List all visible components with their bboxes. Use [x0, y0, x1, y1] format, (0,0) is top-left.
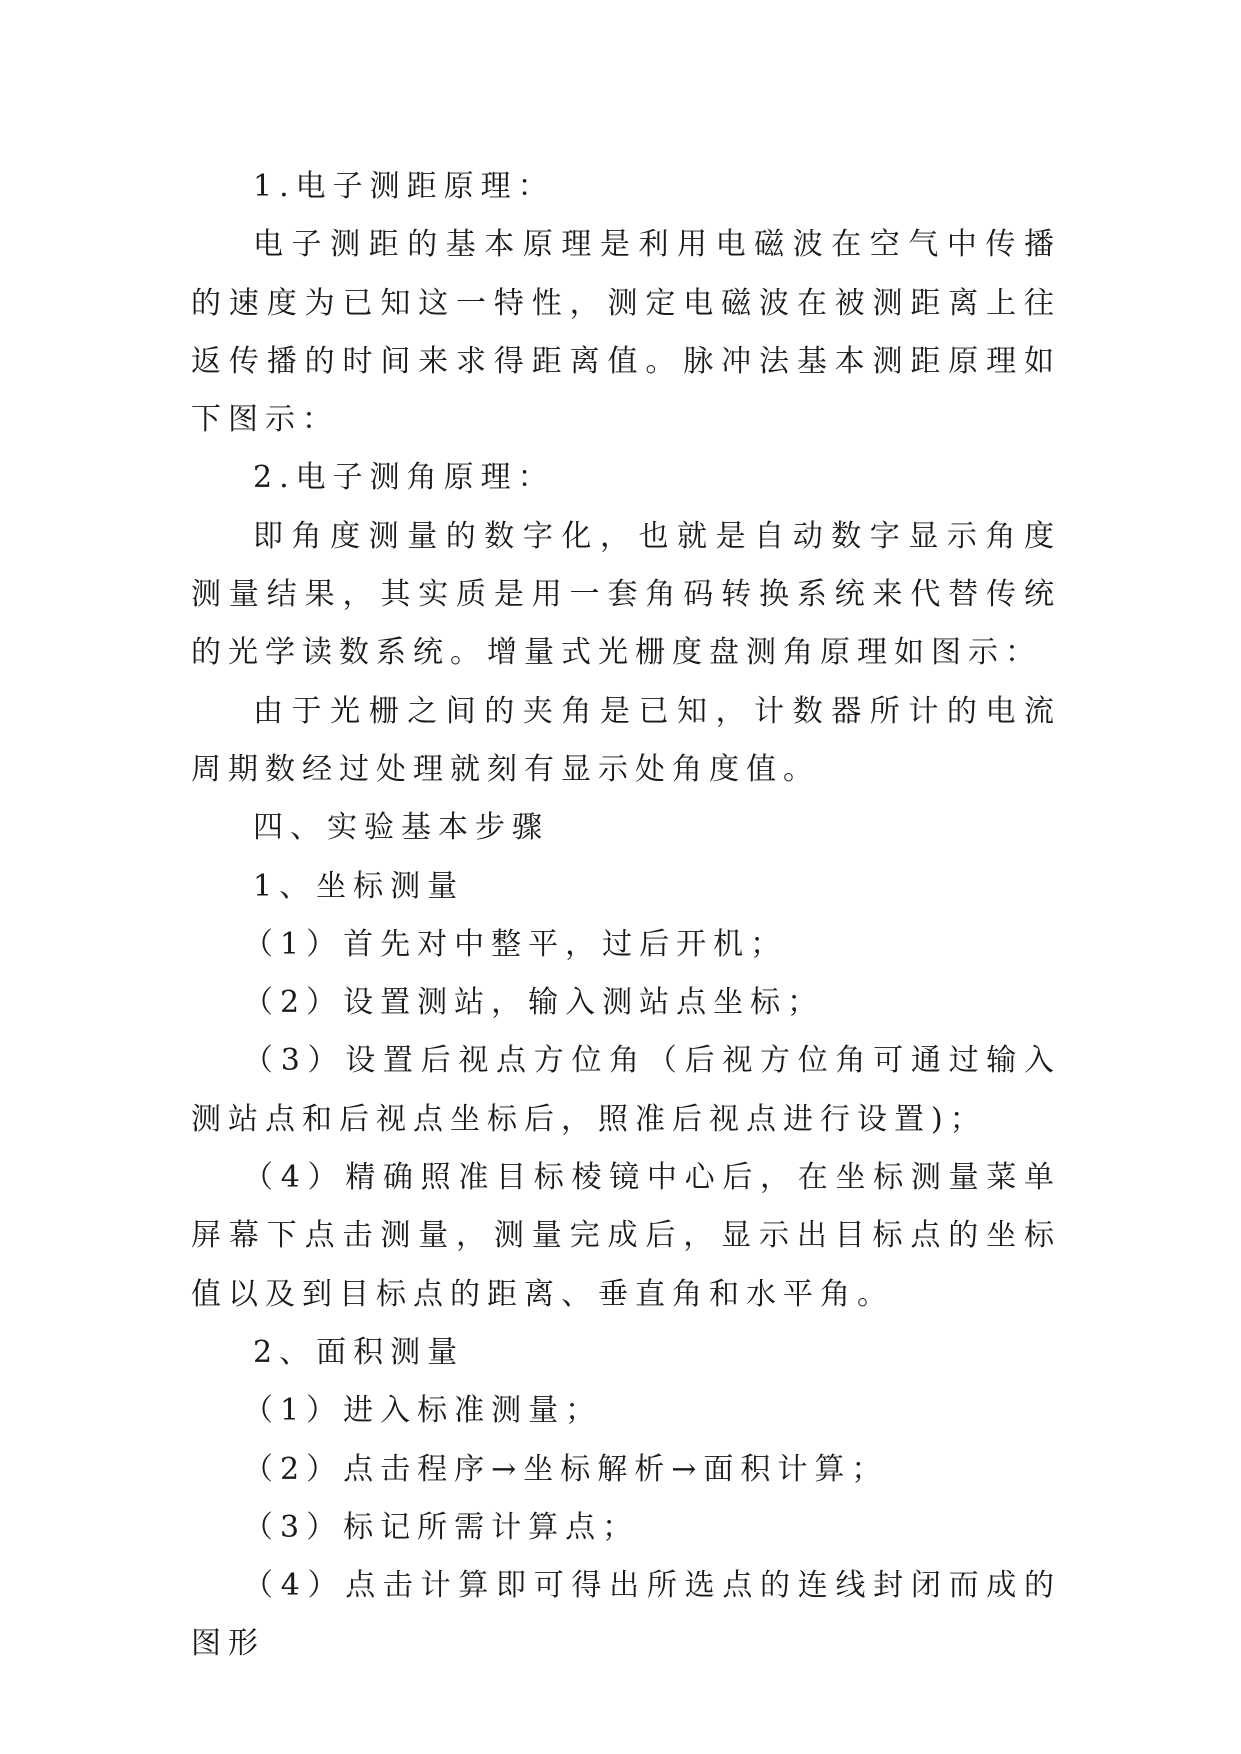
- coordinate-step-2: （2）设置测站，输入测站点坐标；: [243, 985, 825, 1021]
- subheading-coordinate-measurement: 1、坐标测量: [253, 868, 465, 904]
- section-heading-experiment-steps: 四、实验基本步骤: [253, 810, 549, 846]
- area-step-2: （2）点击程序→坐标解析→面积计算；: [243, 1451, 889, 1487]
- coordinate-step-3: （3）设置后视点方位角（后视方位角可通过输入测站点和后视点坐标后，照准后视点进行设置)；: [191, 1043, 1061, 1137]
- paragraph-distance-principle: 电子测距的基本原理是利用电磁波在空气中传播的速度为已知这一特性，测定电磁波在被测距离上往返传播的时间来求得距离值。脉冲法基本测距原理如下图示：: [191, 227, 1061, 438]
- heading-distance-principle: 1.电子测距原理：: [253, 169, 555, 204]
- document-body: [191, 158, 1061, 1674]
- coordinate-step-4: （4）精确照准目标棱镜中心后，在坐标测量菜单屏幕下点击测量，测量完成后，显示出目标点的坐标值以及到目标点的距离、垂直角和水平角。: [191, 1160, 1061, 1312]
- heading-angle-principle: 2.电子测角原理：: [253, 460, 555, 496]
- area-step-4: （4）点击计算即可得出所选点的连线封闭而成的图形: [191, 1568, 1061, 1662]
- area-step-1: （1）进入标准测量；: [243, 1393, 603, 1429]
- paragraph-angle-principle: 即角度测量的数字化，也就是自动数字显示角度测量结果，其实质是用一套角码转换系统来代替传统的光学读数系统。增量式光栅度盘测角原理如图示：: [191, 518, 1061, 671]
- area-step-3: （3）标记所需计算点；: [243, 1509, 640, 1545]
- coordinate-step-1: （1）首先对中整平，过后开机；: [243, 926, 788, 962]
- paragraph-grating-angle: 由于光栅之间的夹角是已知，计数器所计的电流周期数经过处理就刻有显示处角度值。: [191, 693, 1061, 787]
- subheading-area-measurement: 2、面积测量: [253, 1334, 465, 1370]
